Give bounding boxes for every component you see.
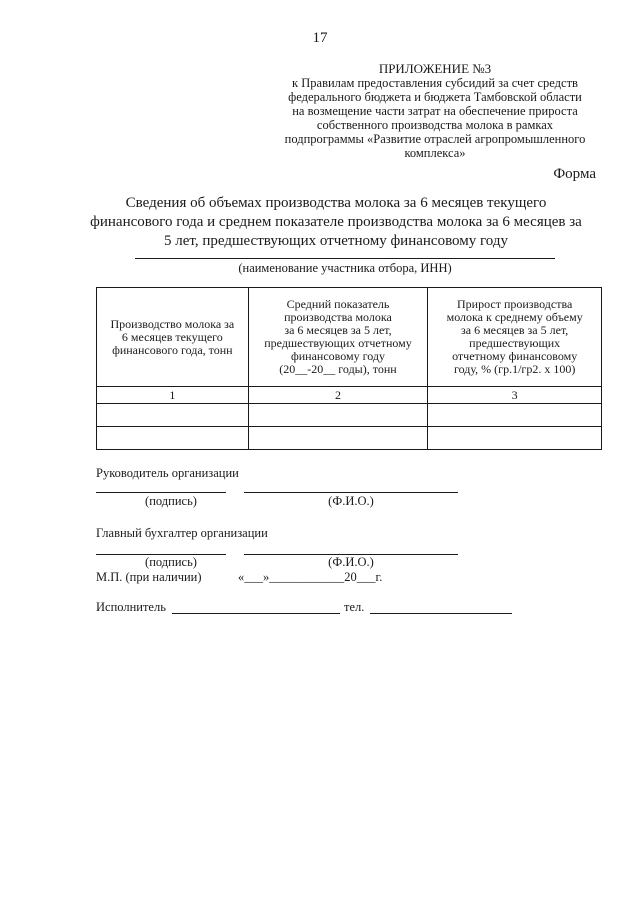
phone-field[interactable]: [370, 613, 512, 614]
header-cell-2: [248, 288, 428, 387]
fio-caption: (Ф.И.О.): [328, 555, 374, 569]
title-line: 5 лет, предшествующих отчетному финансовому году: [164, 233, 508, 249]
header-cell-1: [97, 288, 249, 387]
signature-caption: (подпись): [145, 494, 197, 508]
fio-caption: (Ф.И.О.): [328, 494, 374, 508]
header-line: предшествующих: [469, 336, 561, 350]
appendix-line: к Правилам предоставления субсидий за счет средств: [292, 76, 578, 90]
participant-name-field[interactable]: [135, 258, 555, 259]
head-fio-field[interactable]: [244, 492, 458, 493]
participant-caption: (наименование участника отбора, ИНН): [238, 261, 452, 275]
executor-field[interactable]: [172, 613, 340, 614]
production-table: [96, 287, 602, 450]
signature-caption: (подпись): [145, 555, 197, 569]
appendix-line: на возмещение части затрат на обеспечение прироста: [292, 104, 578, 118]
title-line: Сведения об объемах производства молока за 6 месяцев текущего: [125, 195, 547, 211]
title-line: финансового года и среднем показателе производства молока за 6 месяцев за: [90, 214, 582, 230]
seal-label: М.П. (при наличии): [96, 570, 202, 584]
table-cell-input[interactable]: [248, 427, 428, 450]
page-number: 17: [312, 30, 328, 46]
header-line: молока к среднему объему: [446, 310, 583, 324]
table-cell-input[interactable]: [428, 404, 602, 427]
appendix-line: подпрограммы «Развитие отраслей агропромышленного: [284, 132, 586, 146]
column-number: 1: [97, 387, 249, 404]
appendix-block: [270, 62, 600, 160]
appendix-line: федерального бюджета и бюджета Тамбовской области: [288, 90, 582, 104]
column-number: 2: [248, 387, 428, 404]
header-line: Средний показатель: [286, 297, 390, 311]
table-cell-input[interactable]: [248, 404, 428, 427]
header-line: отчетному финансовому: [452, 349, 578, 363]
date-field[interactable]: «___»____________20___г.: [238, 570, 383, 584]
form-label: Форма: [553, 166, 596, 182]
header-cell-3: [428, 288, 602, 387]
header-line: (20__-20__ годы), тонн: [279, 362, 397, 376]
document-title: [80, 194, 592, 251]
header-line: 6 месяцев текущего: [121, 329, 223, 344]
header-line: финансовому году: [290, 349, 385, 363]
header-line: предшествующих отчетному: [264, 336, 412, 350]
table-row: [97, 427, 602, 450]
table-header-row: [97, 288, 602, 387]
head-signature-field[interactable]: [96, 492, 226, 493]
executor-label: Исполнитель: [96, 600, 166, 614]
accountant-label: Главный бухгалтер организации: [96, 526, 268, 540]
header-line: производства молока: [284, 310, 392, 324]
appendix-title: ПРИЛОЖЕНИЕ №3: [378, 61, 492, 76]
head-label: Руководитель организации: [96, 466, 239, 480]
header-line: Производство молока за: [110, 316, 235, 331]
appendix-line: собственного производства молока в рамках: [316, 118, 554, 132]
phone-label: тел.: [344, 600, 365, 614]
header-line: за 6 месяцев за 5 лет,: [461, 323, 569, 337]
table-cell-input[interactable]: [97, 427, 249, 450]
column-number-row: [97, 387, 602, 404]
appendix-line: комплекса»: [404, 146, 466, 160]
column-number: 3: [428, 387, 602, 404]
header-line: Прирост производства: [457, 297, 573, 311]
header-line: году, % (гр.1/гр2. х 100): [453, 362, 576, 376]
table-cell-input[interactable]: [428, 427, 602, 450]
header-line: за 6 месяцев за 5 лет,: [284, 323, 392, 337]
table-cell-input[interactable]: [97, 404, 249, 427]
table-row: [97, 404, 602, 427]
header-line: финансового года, тонн: [112, 342, 233, 357]
